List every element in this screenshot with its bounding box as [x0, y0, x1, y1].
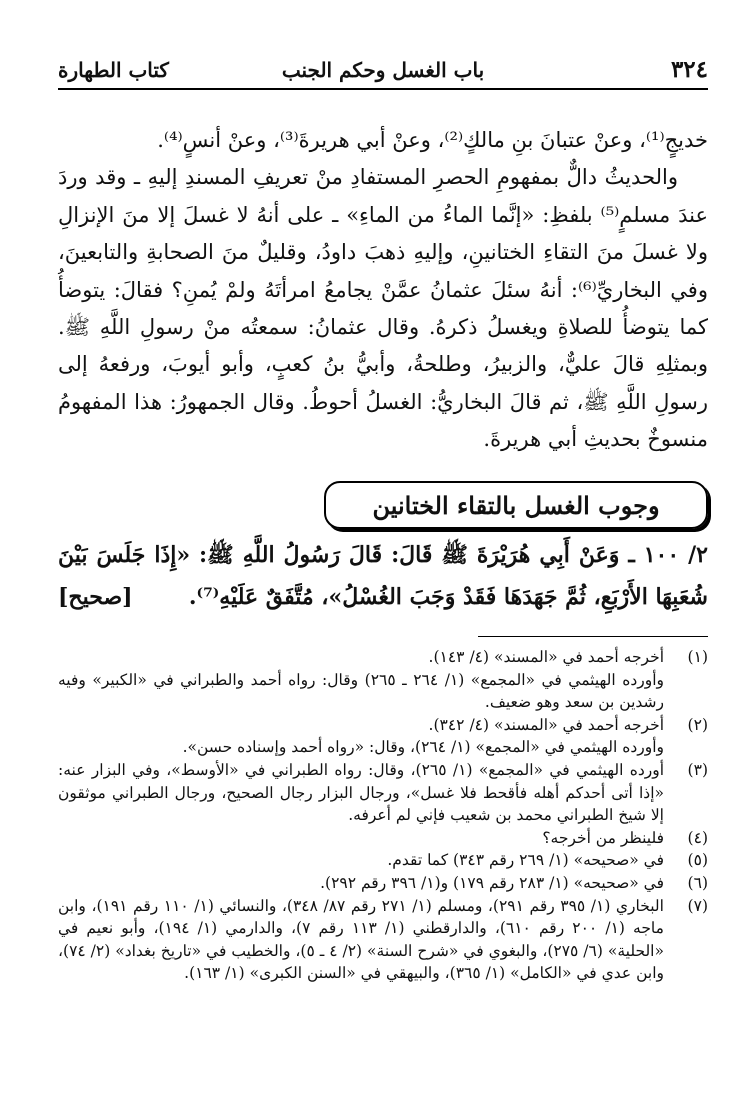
footnote-line: أخرجه أحمد في «المسند» (٤/ ٣٤٢).	[428, 715, 664, 734]
footnote-line: أخرجه أحمد في «المسند» (٤/ ١٤٣).	[428, 648, 664, 666]
paragraph-1: خديجٍ⁽¹⁾، وعنْ عتبانَ بنِ مالكٍ⁽²⁾، وعنْ أبي هريرةَ⁽³⁾، وعنْ أنسٍ⁽⁴⁾.	[157, 128, 708, 152]
footnotes	[58, 646, 708, 985]
footnote-number: (٦)	[687, 873, 708, 892]
hadith-text: ٢/ ١٠٠ ـ وَعَنْ أَبِي هُرَيْرَةَ ﷺ قَالَ: قَالَ رَسُولُ اللَّهِ ﷺ: «إِذَا جَلَسَ بَيْنَ شُعَبِهَا الأَرْبَعِ، ثُمَّ جَهَدَهَا فَقَدْ وَجَبَ الغُسْلُ»، مُتَّفَقٌ عَلَيْهِ⁽⁷⁾.	[58, 542, 708, 610]
footnote-line: وأورده الهيثمي في «المجمع» (١/ ٢٦٤)، وقال: «رواه أحمد وإسناده حسن».	[182, 738, 664, 757]
running-header	[58, 52, 708, 90]
footnote	[58, 895, 708, 985]
hadith-block	[58, 534, 708, 618]
main-text	[58, 122, 708, 459]
footnote	[58, 646, 708, 714]
chapter-title: باب الغسل وحكم الجنب	[281, 58, 485, 82]
footnote-line: في «صحيحه» (١/ ٢٨٣ رقم ١٧٩) و(١/ ٣٩٦ رقم ٢٩٢).	[320, 873, 664, 892]
footnote-separator	[478, 636, 708, 637]
footnote-line: البخاري (١/ ٣٩٥ رقم ٢٩١)، ومسلم (١/ ٢٧١ رقم ٨٧/ ٣٤٨)، والنسائي (١/ ١١٠ رقم ١٩١)، وابن ماجه (١/ ٢٠٠ رقم ٦١٠)، والدارقطني (١/ ١١٣ رقم ٧)، والدارمي (١/ ١٩٤)، وأبو نعيم في «الحلية» (٦/ ٢٧٥)، والبغوي في «شرح السنة» (٢/ ٤ ـ ٥)، والخطيب في «تاريخ بغداد» (٢/ ٧٤)، وابن عدي في «الكامل» (١/ ٣٦٥)، والبيهقي في «السنن الكبرى» (١/ ١٦٣).	[58, 896, 664, 983]
section-heading: وجوب الغسل بالتقاء الختانين	[324, 481, 708, 529]
footnote	[58, 872, 708, 895]
footnote	[58, 849, 708, 872]
footnote-line: وأورده الهيثمي في «المجمع» (١/ ٢٦٤ ـ ٢٦٥) وقال: رواه أحمد والطبراني في «الكبير» وفيه رشدين بن سعد وهو ضعيف.	[58, 670, 664, 712]
footnote	[58, 759, 708, 827]
book-title: كتاب الطهارة	[58, 58, 169, 82]
footnote	[58, 714, 708, 759]
paragraph-2: والحديثُ دالٌّ بمفهومِ الحصرِ المستفادِ منْ تعريفِ المسندِ إليهِ ـ وقد وردَ عندَ مسلمٍ⁽⁵⁾ بلفظِ: «إنَّما الماءُ من الماءِ» ـ على أنهُ لا غسلَ إلا منَ الإنزالِ ولا غسلَ منَ التقاءِ الختانينِ، وإليهِ ذهبَ داودُ، وقليلٌ منَ الصحابةِ والتابعينَ، وفي البخاريِّ⁽⁶⁾: أنهُ سئلَ عثمانُ عمَّنْ يجامعُ امرأتَهُ ولمْ يُمنِ؟ فقالَ: يتوضأُ كما يتوضأُ للصلاةِ ويغسلُ ذكرهُ. وقال عثمانُ: سمعتُه منْ رسولِ اللَّهِ ﷺ. وبمثلِهِ قالَ عليٌّ، والزبيرُ، وطلحةُ، وأبيُّ بنُ كعبٍ، وأبو أيوبَ، ورفعهُ إلى رسولِ اللَّهِ ﷺ، ثم قالَ البخاريُّ: الغسلُ أحوطُ. وقال الجمهورُ: هذا المفهومُ منسوخٌ بحديثِ أبي هريرةَ.	[58, 165, 708, 452]
footnote-number: (٧)	[687, 896, 708, 915]
footnote-number: (٥)	[687, 851, 708, 870]
footnote-number: (٤)	[687, 828, 708, 847]
footnote-number: (١)	[687, 648, 708, 666]
footnote	[58, 827, 708, 850]
footnote-line: في «صحيحه» (١/ ٢٦٩ رقم ٣٤٣) كما تقدم.	[387, 851, 664, 870]
footnote-number: (٢)	[687, 715, 708, 734]
hadith-grade: [صحيح]	[58, 584, 133, 610]
header-rule	[58, 88, 708, 90]
footnote-number: (٣)	[687, 760, 708, 779]
page-number: ٣٢٤	[670, 56, 708, 83]
footnote-line: فلينظر من أخرجه؟	[542, 828, 664, 847]
footnote-line: أورده الهيثمي في «المجمع» (١/ ٢٦٥)، وقال: رواه الطبراني في «الأوسط»، وفي البزار عنه: «إذا أتى أحدكم أهله فأقحط فلا غسل»، ورجال البزار رجال الصحيح، ورجال الطبراني موثقون إلا شيخ الطبراني محمد بن شعيب فإني لم أعرفه.	[58, 760, 664, 825]
